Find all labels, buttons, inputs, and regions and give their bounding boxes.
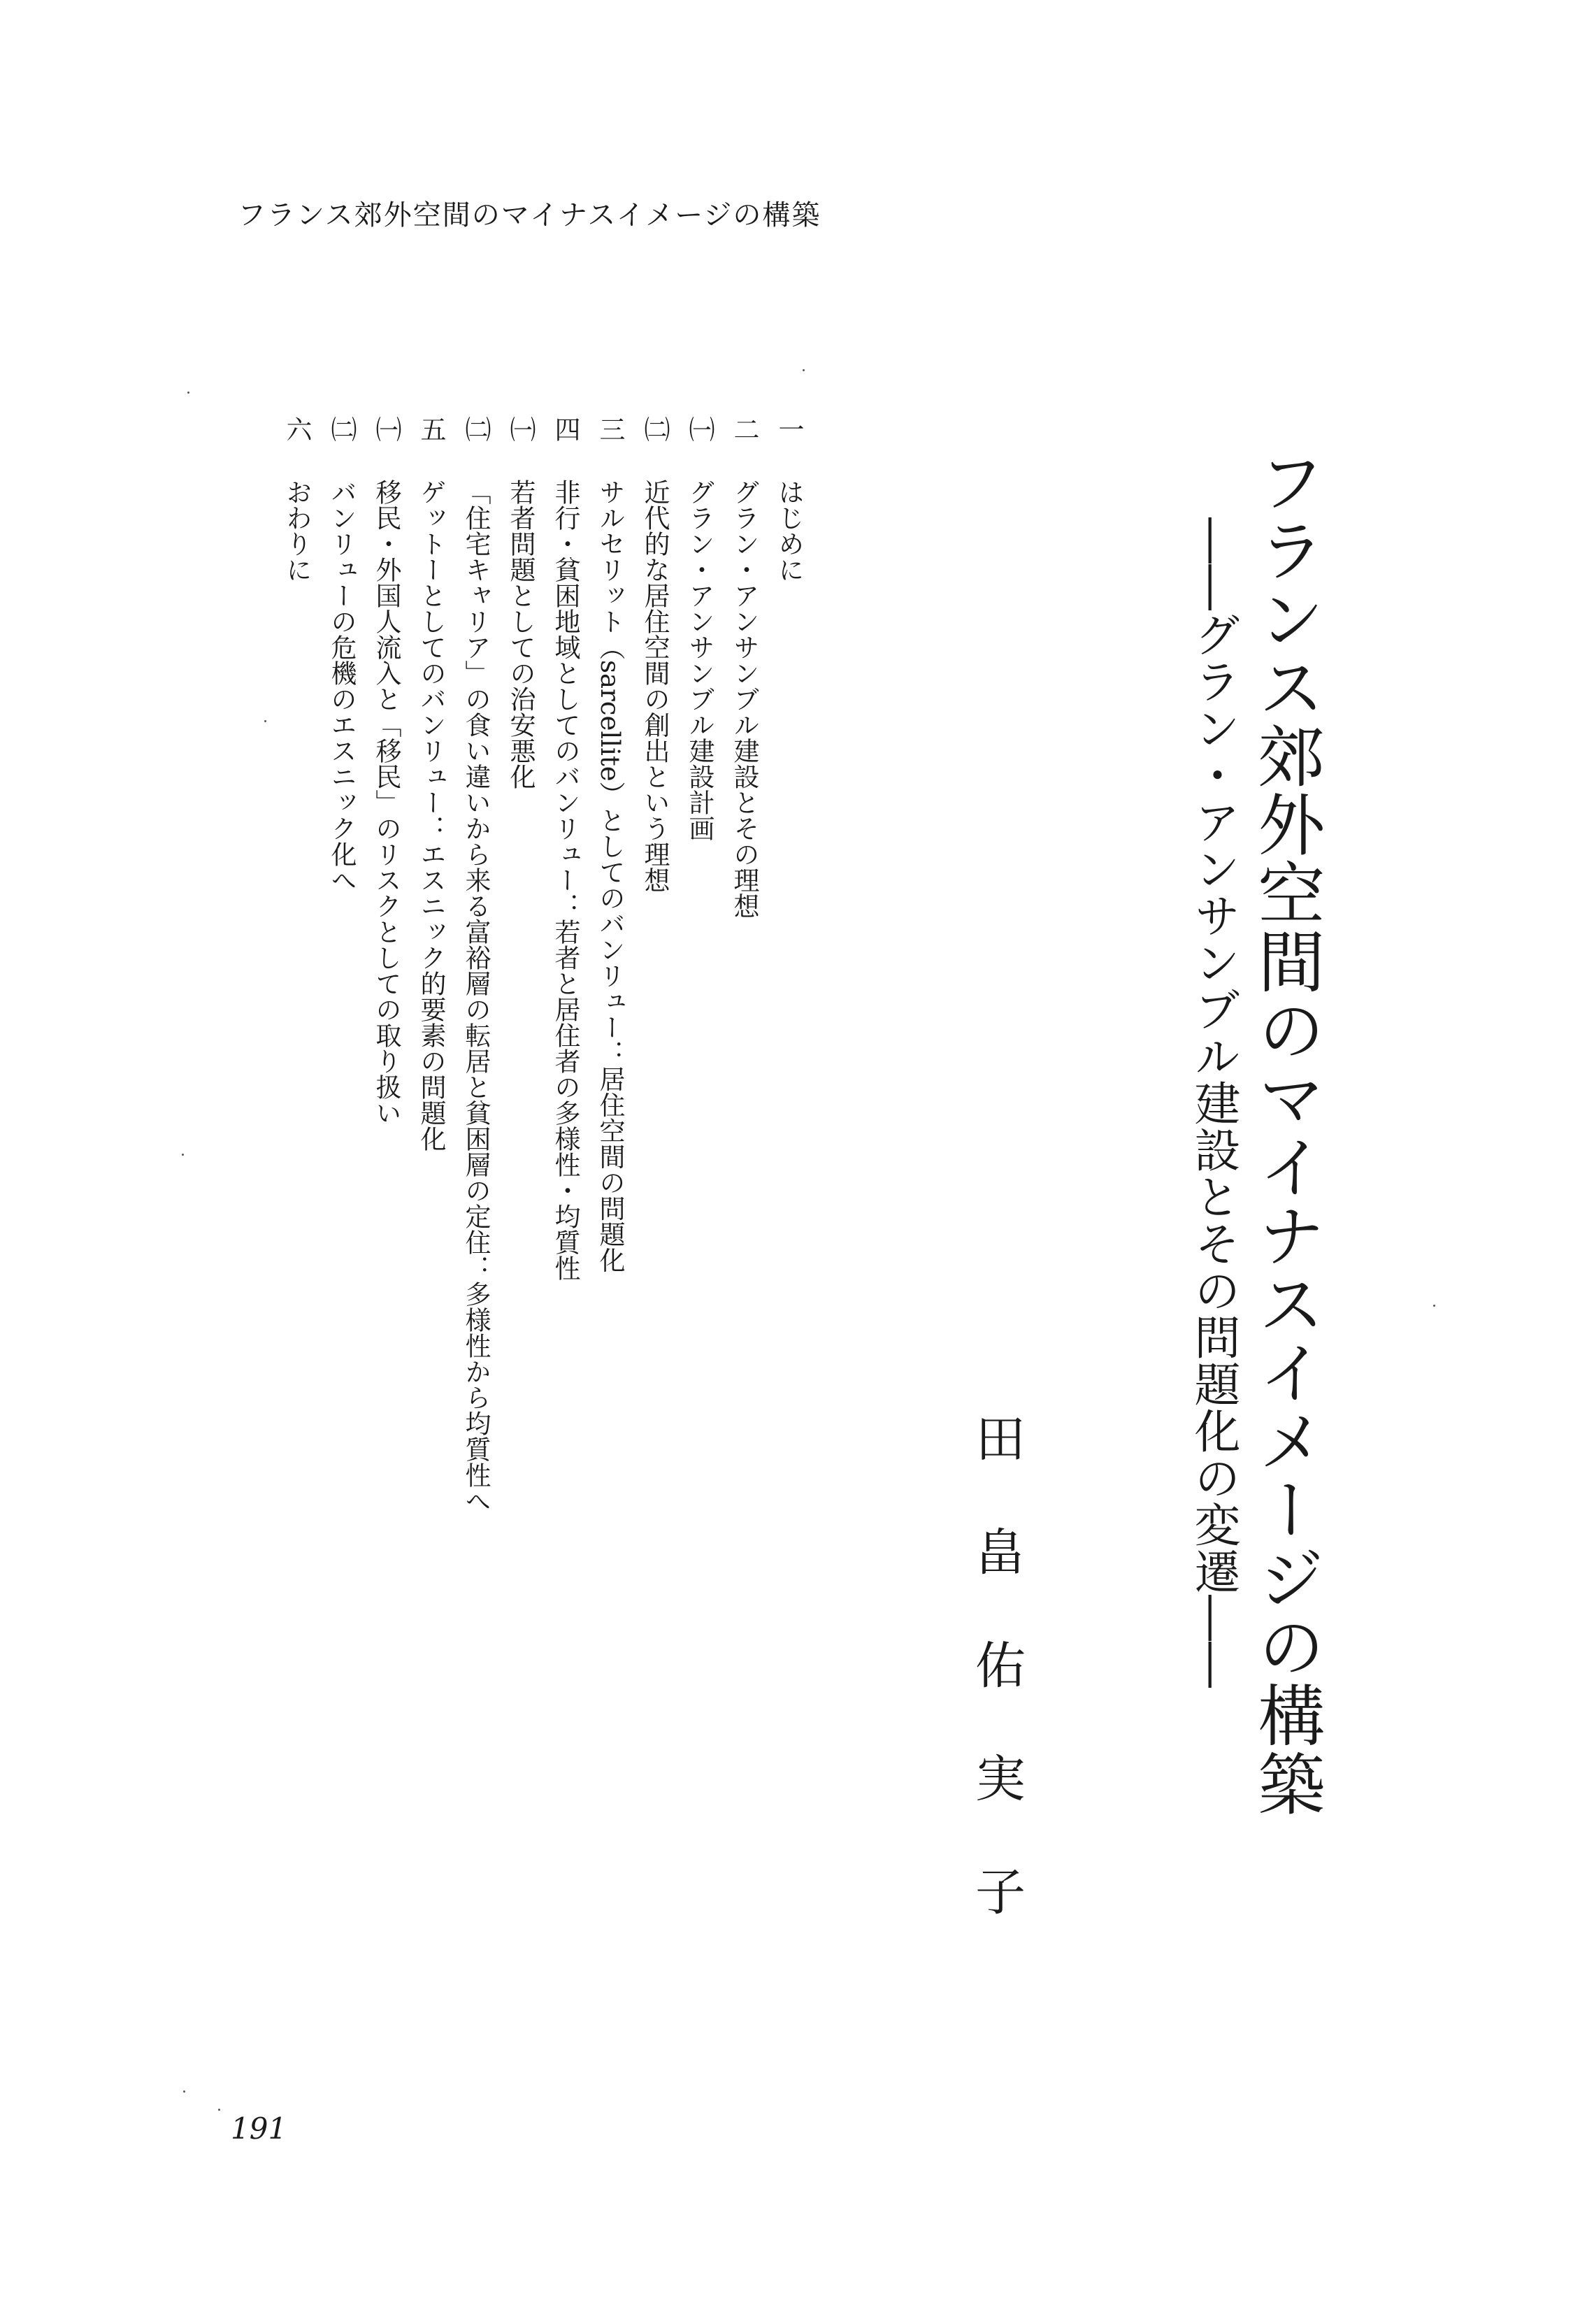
toc-item: [721, 416, 766, 1514]
toc-item: [453, 416, 498, 1514]
article-title: フランス郊外空間のマイナスイメージの構築: [1247, 447, 1326, 1818]
toc-item-label: 若者問題としての治安悪化: [505, 479, 536, 789]
toc-item-number: ㈠: [684, 416, 714, 442]
toc-item: [364, 416, 408, 1514]
scan-speck: [187, 392, 189, 394]
toc-item: [543, 416, 587, 1514]
table-of-contents: [274, 416, 811, 1514]
running-header: フランス郊外空間のマイナスイメージの構築: [238, 199, 821, 231]
scan-speck: [1433, 1305, 1435, 1307]
toc-item: [632, 416, 677, 1514]
toc-item-label: 近代的な居住空間の創出という理想: [640, 479, 670, 893]
scan-speck: [803, 369, 805, 371]
scan-speck: [183, 2090, 185, 2093]
toc-item-label: 非行・貧困地域としてのバンリュー：若者と居住者の多様性・均質性: [550, 479, 580, 1281]
toc-item: [587, 416, 632, 1514]
page-number: 191: [231, 2111, 287, 2146]
toc-item: [498, 416, 543, 1514]
toc-item-number: 一: [774, 416, 804, 442]
toc-item: [408, 416, 453, 1514]
toc-item-number: ㈡: [640, 416, 670, 442]
toc-item-label: おわりに: [282, 479, 312, 582]
toc-item-number: ㈡: [326, 416, 357, 442]
toc-item-number: 六: [282, 416, 312, 442]
toc-item-label: グラン・アンサンブル建設とその理想: [729, 479, 759, 919]
toc-item-number: 三: [595, 416, 625, 442]
toc-item: [274, 416, 319, 1514]
toc-item-label: ゲットーとしてのバンリュー：エスニック的要素の問題化: [416, 479, 446, 1152]
toc-item: [319, 416, 364, 1514]
toc-item-label: バンリューの危機のエスニック化へ: [326, 479, 357, 893]
toc-item-label: グラン・アンサンブル建設計画: [684, 479, 714, 841]
toc-item-number: ㈡: [461, 416, 491, 442]
toc-item-label: はじめに: [774, 479, 804, 582]
toc-item-number: 二: [729, 416, 759, 442]
toc-item-label: 移民・外国人流入と「移民」のリスクとしての取り扱い: [371, 479, 401, 1126]
scan-speck: [218, 2109, 220, 2111]
scan-speck: [182, 1154, 184, 1156]
toc-item-number: 五: [416, 416, 446, 442]
toc-item-number: ㈠: [371, 416, 401, 442]
toc-item: [766, 416, 811, 1514]
toc-item-number: 四: [550, 416, 580, 442]
toc-item: [677, 416, 721, 1514]
article-subtitle: ――グラン・アンサンブル建設とその問題化の変遷――: [1186, 517, 1240, 1688]
author-name: 田畠佑実子: [967, 1412, 1026, 1979]
toc-item-label: 「住宅キャリア」の食い違いから来る富裕層の転居と貧困層の定住：多様性から均質性へ: [461, 479, 491, 1514]
toc-item-number: ㈠: [505, 416, 536, 442]
scan-speck: [264, 720, 266, 722]
toc-item-label: サルセリット（sarcellite）としてのバンリュー：居住空間の問題化: [595, 479, 625, 1273]
